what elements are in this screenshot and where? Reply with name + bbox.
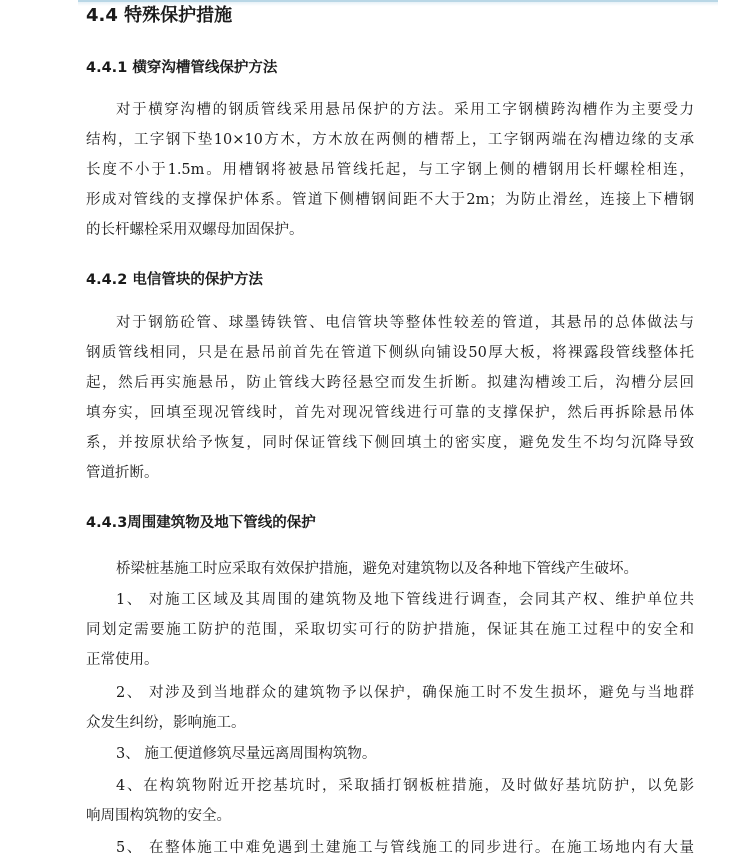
text-line: 2、 对涉及到当地群众的建筑物予以保护，确保施工时不发生损坏，避免与当地群 [116, 685, 694, 701]
text-line: 响周围构筑物的安全。 [86, 808, 231, 824]
paragraph-pipeline-crossing [86, 95, 694, 245]
list-item-1 [86, 585, 694, 675]
text-line: 对于横穿沟槽的钢质管线采用悬吊保护的方法。采用工字钢横跨沟槽作为主要受力 [116, 102, 694, 118]
list-item-3 [86, 739, 694, 769]
paragraph-building-protection [86, 554, 694, 584]
text-line: 填夯实，回填至现况管线时，首先对现况管线进行可靠的支撑保护，然后再拆除悬吊体 [86, 405, 694, 421]
text-line: 形成对管线的支撑保护体系。管道下侧槽钢间距不大于2m；为防止滑丝，连接上下槽钢 [86, 192, 694, 208]
subsection-heading-4-4-3: 4.4.3周围建筑物及地下管线的保护 [86, 515, 316, 531]
text-line: 起，然后再实施悬吊，防止管线大跨径悬空而发生折断。拟建沟槽竣工后，沟槽分层回 [86, 375, 694, 391]
subsection-heading-4-4-2: 4.4.2 电信管块的保护方法 [86, 272, 263, 288]
text-line: 同划定需要施工防护的范围，采取切实可行的防护措施，保证其在施工过程中的安全和 [86, 622, 694, 638]
text-line: 3、 施工便道修筑尽量远离周围构筑物。 [116, 746, 377, 762]
text-line: 4、在构筑物附近开挖基坑时，采取插打钢板桩措施，及时做好基坑防护，以免影 [116, 778, 694, 794]
text-line: 结构，工字钢下垫10×10方木，方木放在两侧的槽帮上，工字钢两端在沟槽边缘的支承 [86, 132, 694, 148]
text-line: 系，并按原状给予恢复，同时保证管线下侧回填土的密实度，避免发生不均匀沉降导致 [86, 435, 694, 451]
paragraph-telecom-protection [86, 308, 694, 488]
list-item-2 [86, 678, 694, 738]
text-line: 钢质管线相同，只是在悬吊前首先在管道下侧纵向铺设50厚大板，将裸露段管线整体托 [86, 345, 694, 361]
list-item-5 [86, 833, 694, 863]
text-line: 长度不小于1.5m。用槽钢将被悬吊管线托起，与工字钢上侧的槽钢用长杆螺栓相连， [86, 162, 694, 178]
list-item-4 [86, 771, 694, 831]
text-line: 管道折断。 [86, 465, 159, 481]
text-line: 桥梁桩基施工时应采取有效保护措施，避免对建筑物以及各种地下管线产生破坏。 [116, 561, 638, 577]
subsection-heading-4-4-1: 4.4.1 横穿沟槽管线保护方法 [86, 60, 278, 76]
text-line: 正常使用。 [86, 652, 159, 668]
section-title: 4.4 特殊保护措施 [86, 5, 233, 26]
text-line: 的长杆螺栓采用双螺母加固保护。 [86, 222, 304, 238]
text-line: 对于钢筋砼管、球墨铸铁管、电信管块等整体性较差的管道，其悬吊的总体做法与 [116, 315, 694, 331]
text-line: 5、 在整体施工中难免遇到土建施工与管线施工的同步进行。在施工场地内有大量 [116, 840, 694, 856]
text-line: 众发生纠纷，影响施工。 [86, 715, 246, 731]
text-line: 1、 对施工区域及其周围的建筑物及地下管线进行调查，会同其产权、维护单位共 [116, 592, 694, 608]
